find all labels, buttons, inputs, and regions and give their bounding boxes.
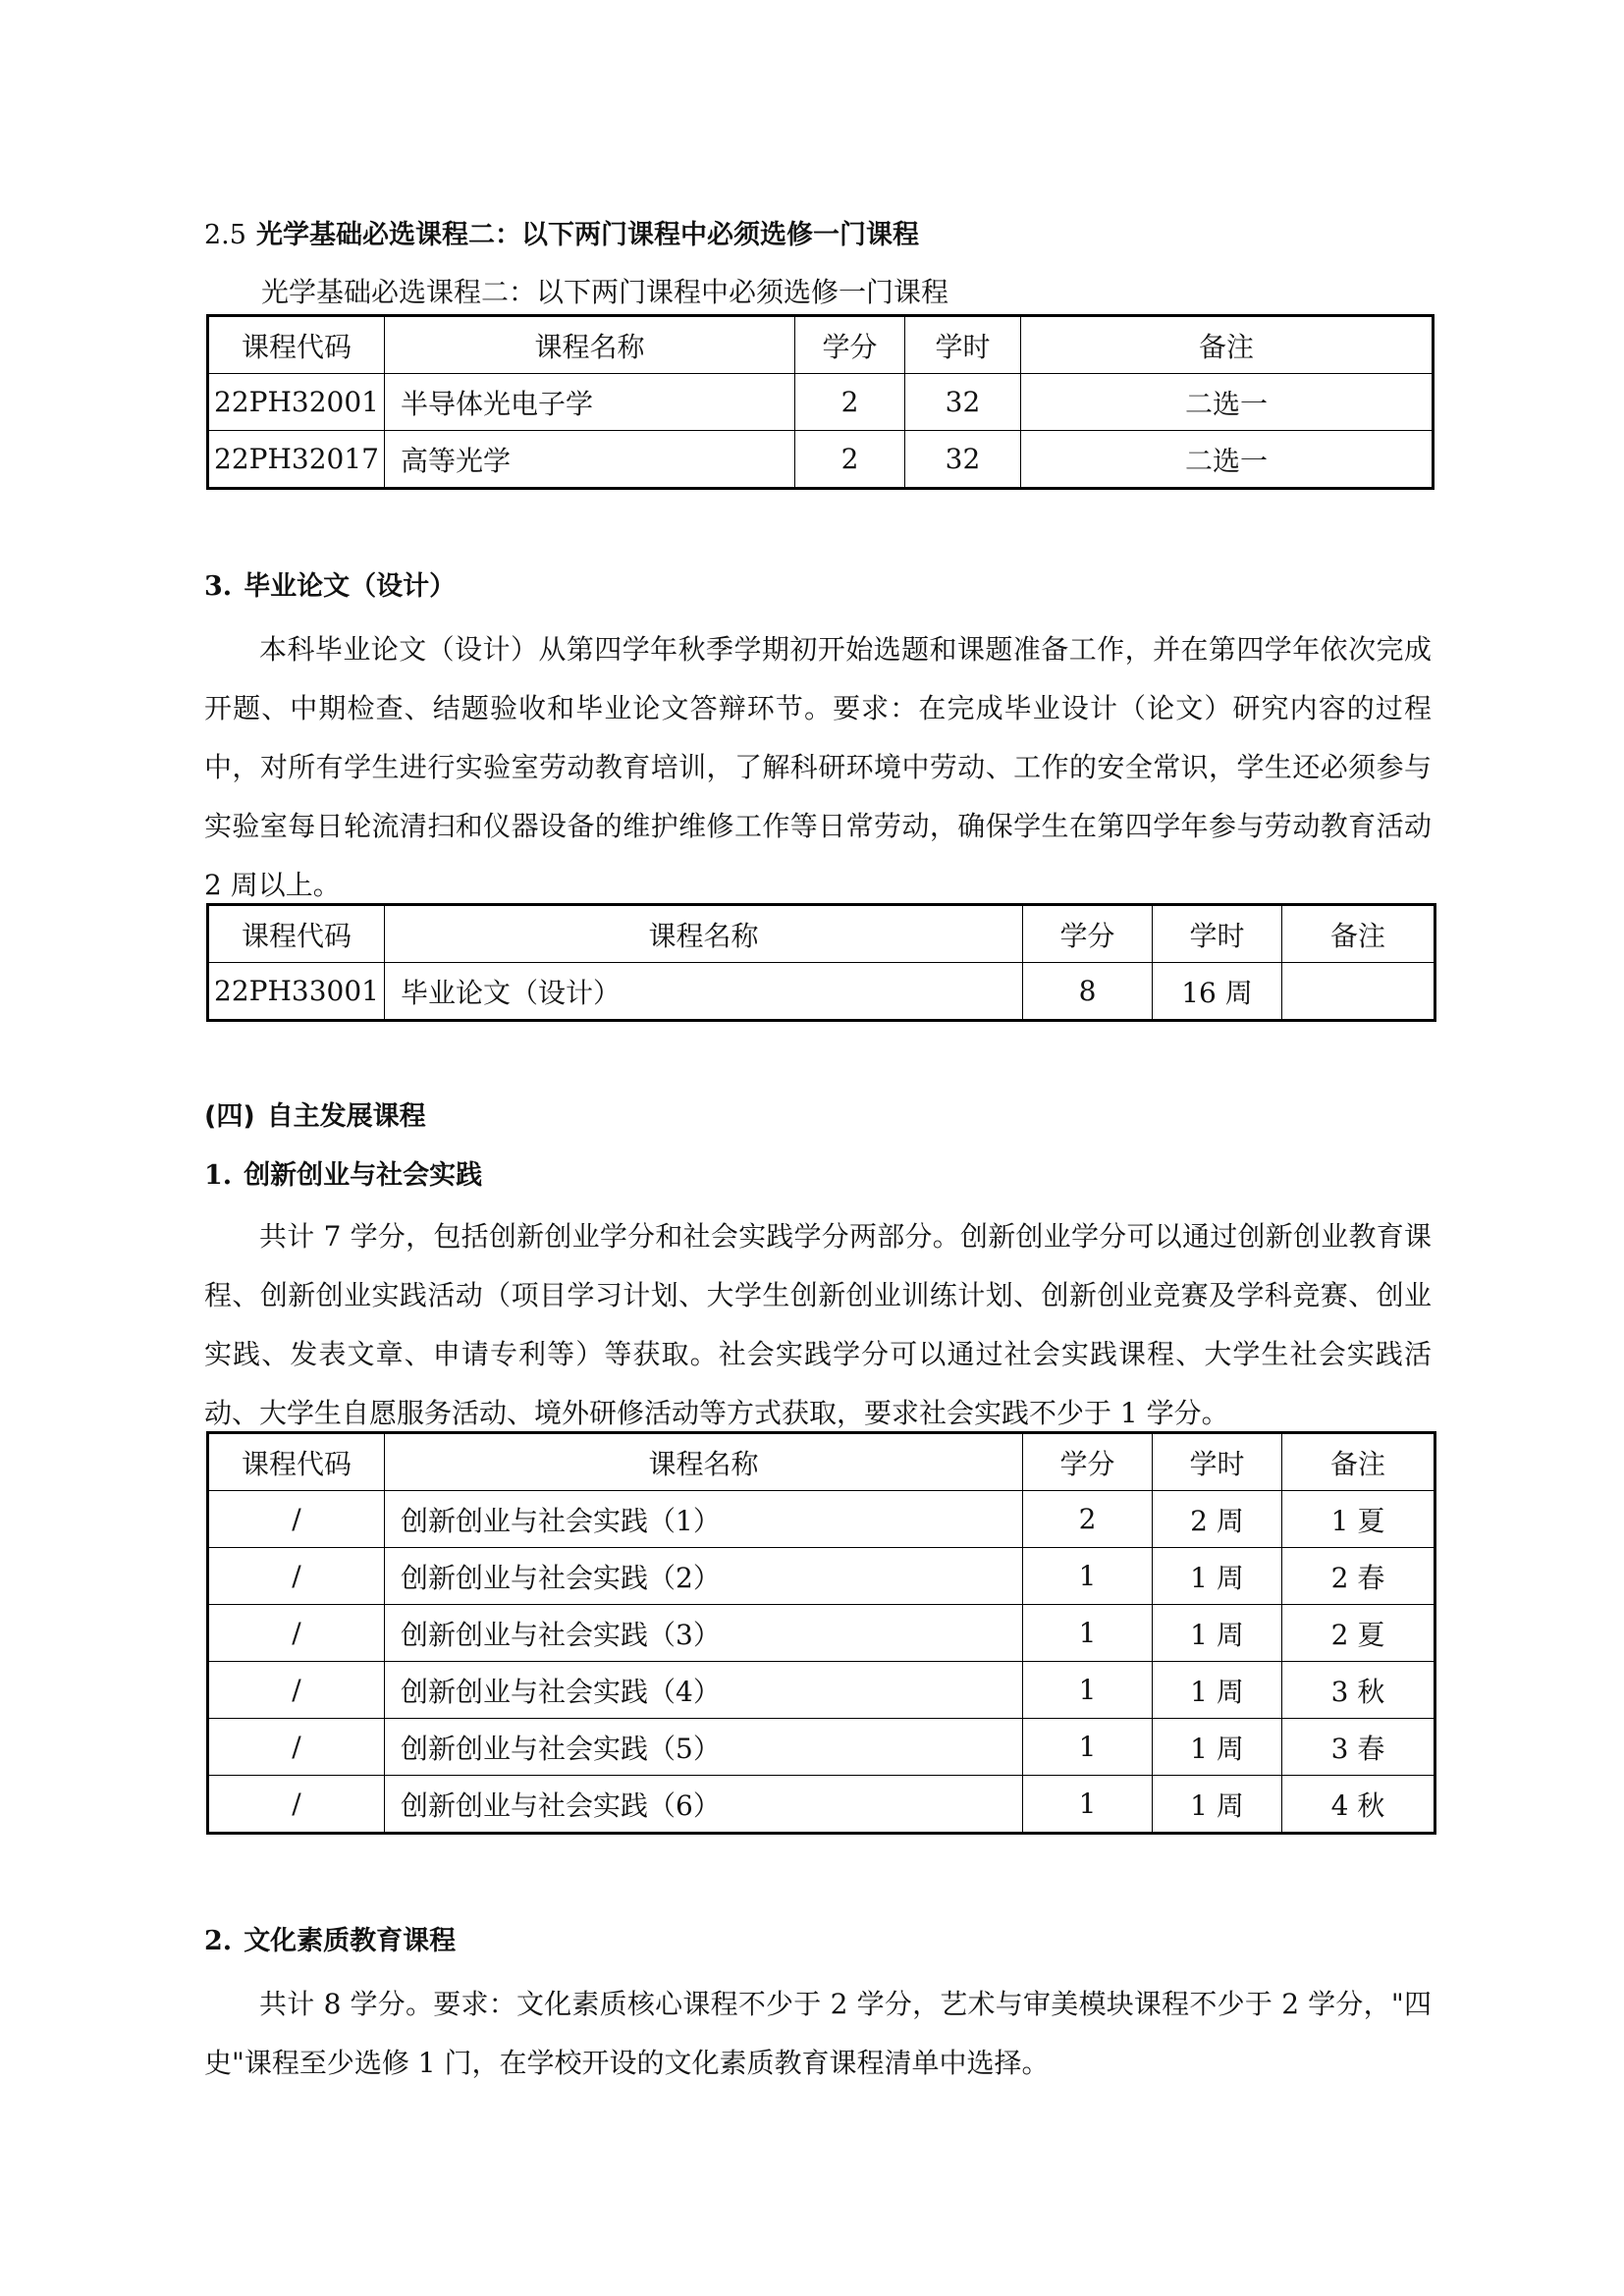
header-hours: 学时 [1153, 1433, 1282, 1491]
section-number: 2.5 [204, 220, 246, 250]
innovation-practice-table [206, 1431, 1436, 1835]
innovation-paragraph: 共计 7 学分，包括创新创业学分和社会实践学分两部分。创新创业学分可以通过创新创业教育课程、创新创业实践活动（项目学习计划、大学生创新创业训练计划、创新创业竞赛及学科竞赛、创业实践、发表文章、申请专利等）等获取。社会实践学分可以通过社会实践课程、大学生社会实践活动、大学生自愿服务活动、境外研修活动等方式获取，要求社会实践不少于 1 学分。 [204, 1220, 1432, 1429]
cell-name: 毕业论文（设计） [385, 963, 1023, 1021]
section-2-5-heading [204, 216, 1432, 255]
table-header-row [208, 316, 1434, 374]
section-number: 3. [204, 571, 233, 602]
cell-hours: 1 周 [1153, 1719, 1282, 1776]
header-credit: 学分 [1023, 1433, 1153, 1491]
header-hours: 学时 [905, 316, 1021, 374]
header-credit: 学分 [1023, 905, 1153, 963]
cell-credit: 2 [795, 374, 905, 431]
cell-code: / [208, 1548, 385, 1605]
header-code: 课程代码 [208, 316, 385, 374]
cell-code: 22PH32001 [208, 374, 385, 431]
header-hours: 学时 [1153, 905, 1282, 963]
cell-name: 创新创业与社会实践（2） [385, 1548, 1023, 1605]
cell-credit: 1 [1023, 1548, 1153, 1605]
section-3-heading [204, 567, 1432, 607]
cell-credit: 1 [1023, 1605, 1153, 1662]
table-row [208, 1719, 1435, 1776]
header-remark: 备注 [1282, 1433, 1435, 1491]
table-header-row [208, 1433, 1435, 1491]
header-remark: 备注 [1021, 316, 1434, 374]
table-row [208, 1605, 1435, 1662]
header-name: 课程名称 [385, 316, 795, 374]
cell-name: 创新创业与社会实践（3） [385, 1605, 1023, 1662]
cell-credit: 1 [1023, 1776, 1153, 1834]
cell-code: / [208, 1491, 385, 1548]
header-credit: 学分 [795, 316, 905, 374]
elective-course-table [206, 314, 1435, 490]
table-row [208, 374, 1434, 431]
section-title: 毕业论文（设计） [244, 571, 457, 602]
header-name: 课程名称 [385, 1433, 1023, 1491]
cell-remark: 3 春 [1282, 1719, 1435, 1776]
cell-name: 创新创业与社会实践（4） [385, 1662, 1023, 1719]
cell-remark: 二选一 [1021, 431, 1434, 489]
cell-credit: 1 [1023, 1662, 1153, 1719]
cell-remark: 2 春 [1282, 1548, 1435, 1605]
cell-code: 22PH32017 [208, 431, 385, 489]
cell-remark: 4 秋 [1282, 1776, 1435, 1834]
cell-remark: 二选一 [1021, 374, 1434, 431]
table-row [208, 1491, 1435, 1548]
section-number: 2. [204, 1926, 233, 1956]
cell-hours: 16 周 [1153, 963, 1282, 1021]
section-4-1-heading [204, 1156, 1432, 1196]
cell-hours: 1 周 [1153, 1776, 1282, 1834]
table-row [208, 1776, 1435, 1834]
table-header-row [208, 905, 1435, 963]
cell-name: 半导体光电子学 [385, 374, 795, 431]
table-row [208, 431, 1434, 489]
section-number: (四) [204, 1101, 255, 1132]
cell-code: / [208, 1662, 385, 1719]
section-title: 自主发展课程 [266, 1101, 426, 1132]
section-title: 光学基础必选课程二：以下两门课程中必须选修一门课程 [255, 220, 919, 250]
thesis-paragraph: 本科毕业论文（设计）从第四学年秋季学期初开始选题和课题准备工作，并在第四学年依次完成开题、中期检查、结题验收和毕业论文答辩环节。要求：在完成毕业设计（论文）研究内容的过程中，对所有学生进行实验室劳动教育培训，了解科研环境中劳动、工作的安全常识，学生还必须参与实验室每日轮流清扫和仪器设备的维护维修工作等日常劳动，确保学生在第四学年参与劳动教育活动 2 周以上。 [204, 633, 1432, 901]
cell-name: 高等光学 [385, 431, 795, 489]
cell-hours: 1 周 [1153, 1605, 1282, 1662]
table-row [208, 1662, 1435, 1719]
header-code: 课程代码 [208, 905, 385, 963]
cell-remark [1282, 963, 1435, 1021]
header-code: 课程代码 [208, 1433, 385, 1491]
section-title: 文化素质教育课程 [244, 1926, 457, 1956]
table-row [208, 1548, 1435, 1605]
cell-code: / [208, 1605, 385, 1662]
section-4-heading [204, 1097, 1432, 1137]
cell-hours: 1 周 [1153, 1662, 1282, 1719]
cell-hours: 1 周 [1153, 1548, 1282, 1605]
cell-credit: 2 [795, 431, 905, 489]
section-4-2-heading [204, 1922, 1432, 1961]
culture-paragraph: 共计 8 学分。要求：文化素质核心课程不少于 2 学分，艺术与审美模块课程不少于 2 学分，"四史"课程至少选修 1 门，在学校开设的文化素质教育课程清单中选择。 [204, 1988, 1432, 2079]
cell-credit: 1 [1023, 1719, 1153, 1776]
cell-remark: 3 秋 [1282, 1662, 1435, 1719]
cell-code: / [208, 1719, 385, 1776]
table-caption: 光学基础必选课程二：以下两门课程中必须选修一门课程 [261, 276, 949, 308]
cell-code: 22PH33001 [208, 963, 385, 1021]
cell-hours: 32 [905, 431, 1021, 489]
cell-code: / [208, 1776, 385, 1834]
cell-credit: 2 [1023, 1491, 1153, 1548]
section-title: 创新创业与社会实践 [244, 1160, 483, 1191]
cell-name: 创新创业与社会实践（5） [385, 1719, 1023, 1776]
cell-hours: 32 [905, 374, 1021, 431]
cell-credit: 8 [1023, 963, 1153, 1021]
table-row [208, 963, 1435, 1021]
cell-name: 创新创业与社会实践（6） [385, 1776, 1023, 1834]
cell-remark: 1 夏 [1282, 1491, 1435, 1548]
cell-name: 创新创业与社会实践（1） [385, 1491, 1023, 1548]
header-remark: 备注 [1282, 905, 1435, 963]
section-number: 1. [204, 1160, 233, 1191]
header-name: 课程名称 [385, 905, 1023, 963]
cell-remark: 2 夏 [1282, 1605, 1435, 1662]
thesis-table [206, 903, 1436, 1022]
cell-hours: 2 周 [1153, 1491, 1282, 1548]
